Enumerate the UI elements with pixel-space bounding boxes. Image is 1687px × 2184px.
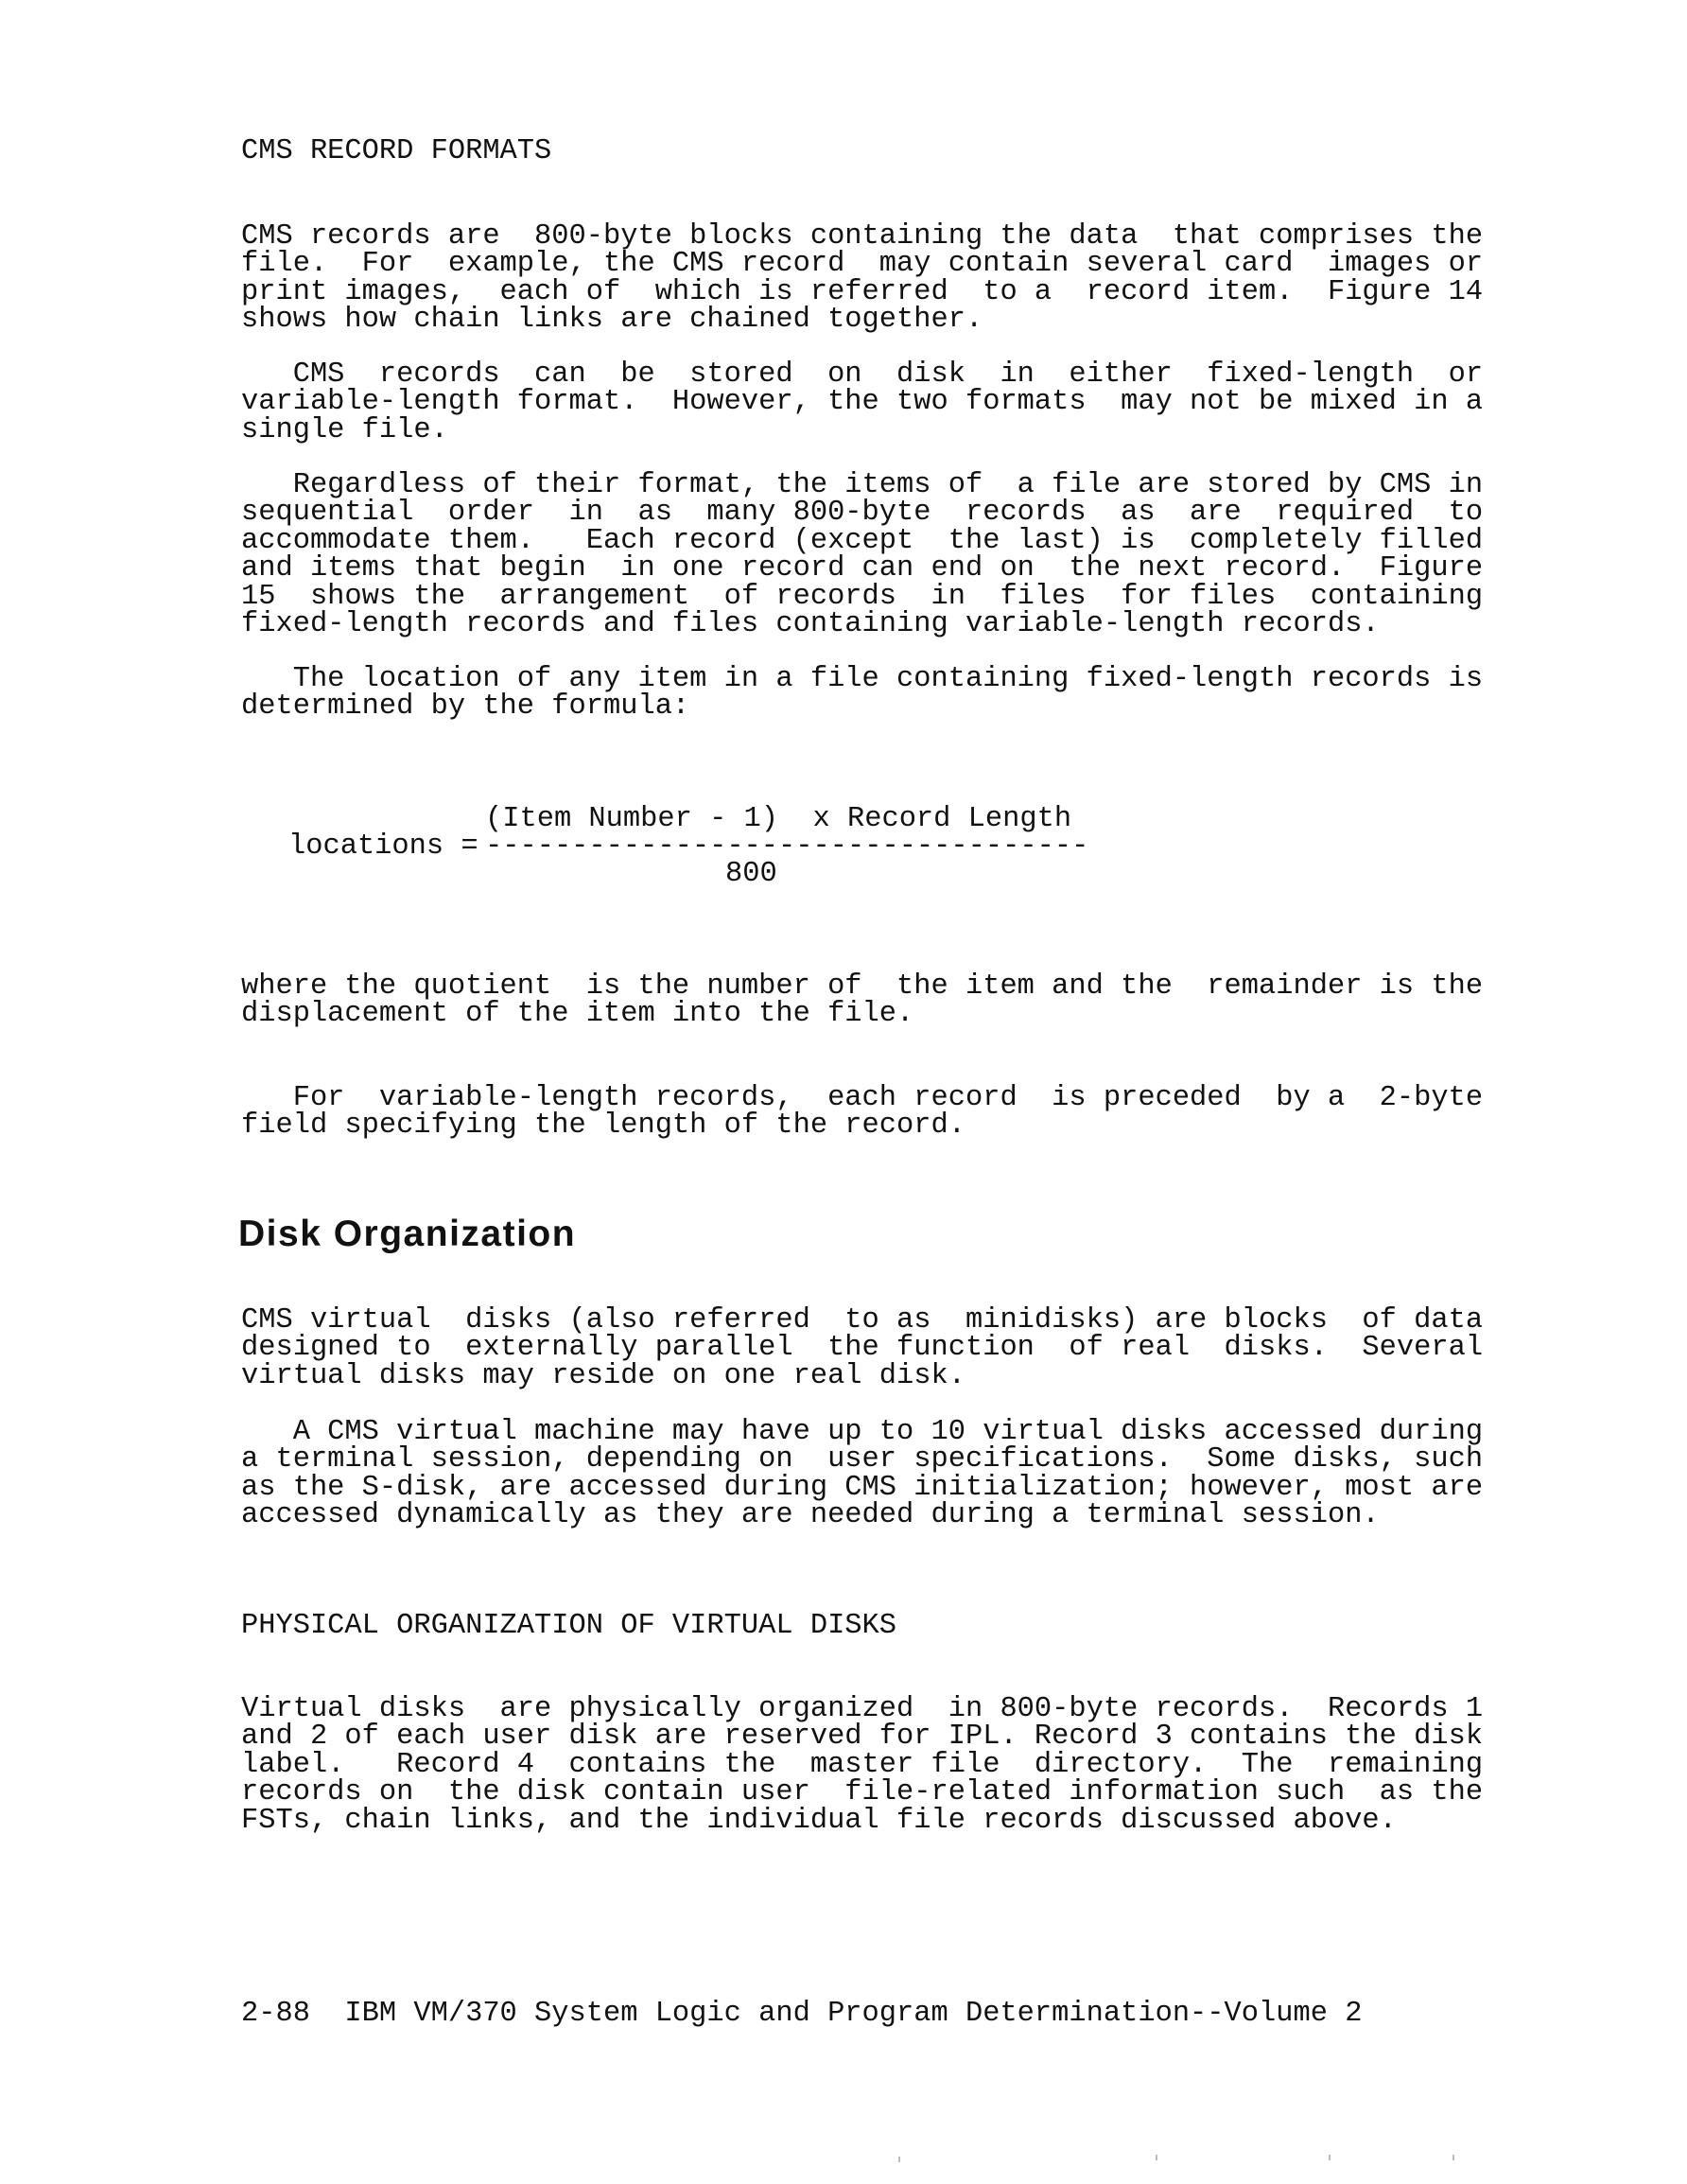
page-footer: 2-88 IBM VM/370 System Logic and Program Determination--Volume 2 — [241, 1998, 1363, 2030]
text-line: accessed dynamically as they are needed during a terminal session. — [241, 1499, 1380, 1532]
text-line: fixed-length records and files containing variable-length records. — [241, 607, 1380, 640]
text-line: single file. — [241, 413, 448, 446]
text-line: a terminal session, depending on user specifications. Some disks, such — [241, 1443, 1484, 1476]
paragraph-location-intro — [241, 663, 1484, 724]
text-line: file. For example, the CMS record may contain several card images or — [241, 248, 1484, 281]
paragraph-fixed-variable — [241, 358, 1484, 446]
text-line: Virtual disks are physically organized in 800-byte records. Records 1 — [241, 1693, 1484, 1725]
text-line: records on the disk contain user file-related information such as the — [241, 1776, 1484, 1809]
text-line: designed to externally parallel the function of real disks. Several — [241, 1332, 1484, 1365]
text-line: Regardless of their format, the items of a file are stored by CMS in — [241, 469, 1484, 501]
scan-speck — [1329, 2155, 1330, 2160]
text-line: 15 shows the arrangement of records in files for files containing — [241, 580, 1484, 613]
text-line: The location of any item in a file containing fixed-length records is — [241, 663, 1484, 695]
paragraph-variable-length — [241, 1082, 1484, 1143]
paragraph-quotient — [241, 970, 1484, 1031]
text-line: A CMS virtual machine may have up to 10 virtual disks accessed during — [241, 1416, 1484, 1448]
text-line: where the quotient is the number of the item and the remainder is the — [241, 970, 1484, 1003]
heading-disk-organization: Disk Organization — [238, 1214, 577, 1254]
formula-lhs: locations = — [288, 830, 478, 863]
section-title: CMS RECORD FORMATS — [241, 135, 552, 167]
paragraph-sequential-order — [241, 469, 1484, 640]
paragraph-physical-organization — [241, 1693, 1484, 1837]
scan-speck — [1156, 2155, 1157, 2160]
text-line: print images, each of which is referred to a record item. Figure 14 — [241, 275, 1484, 308]
text-line: virtual disks may reside on one real disk. — [241, 1359, 965, 1392]
text-line: For variable-length records, each record is preceded by a 2-byte — [241, 1082, 1484, 1114]
text-line: determined by the formula: — [241, 690, 690, 724]
formula-fraction-bar: ----------------------------------- — [485, 830, 1089, 863]
paragraph-virtual-machine — [241, 1416, 1484, 1532]
subsection-title: PHYSICAL ORGANIZATION OF VIRTUAL DISKS — [241, 1610, 897, 1642]
text-line: accommodate them. Each record (except the last) is completely filled — [241, 524, 1484, 557]
text-line: as the S-disk, are accessed during CMS initialization; however, most are — [241, 1471, 1484, 1504]
text-line: FSTs, chain links, and the individual file records discussed above. — [241, 1804, 1397, 1837]
scan-speck — [898, 2157, 900, 2162]
scan-speck — [1452, 2155, 1454, 2160]
text-line: label. Record 4 contains the master file directory. The remaining — [241, 1748, 1484, 1781]
formula-numerator: (Item Number - 1) x Record Length — [485, 803, 1072, 835]
formula-denominator: 800 — [725, 858, 777, 890]
text-line: variable-length format. However, the two formats may not be mixed in a — [241, 386, 1484, 419]
text-line: sequential order in as many 800-byte records as are required to — [241, 497, 1484, 530]
paragraph-virtual-disks — [241, 1304, 1484, 1392]
text-line: and items that begin in one record can end on the next record. Figure — [241, 552, 1484, 585]
paragraph-record-blocks — [241, 220, 1484, 337]
text-line: CMS records are 800-byte blocks containing the data that comprises the — [241, 220, 1484, 253]
text-line: shows how chain links are chained together. — [241, 304, 983, 337]
text-line: and 2 of each user disk are reserved for IPL. Record 3 contains the disk — [241, 1721, 1484, 1754]
text-line: field specifying the length of the record. — [241, 1109, 965, 1143]
text-line: CMS records can be stored on disk in either fixed-length or — [241, 358, 1484, 391]
text-line: displacement of the item into the file. — [241, 998, 914, 1031]
text-line: CMS virtual disks (also referred to as minidisks) are blocks of data — [241, 1304, 1484, 1337]
